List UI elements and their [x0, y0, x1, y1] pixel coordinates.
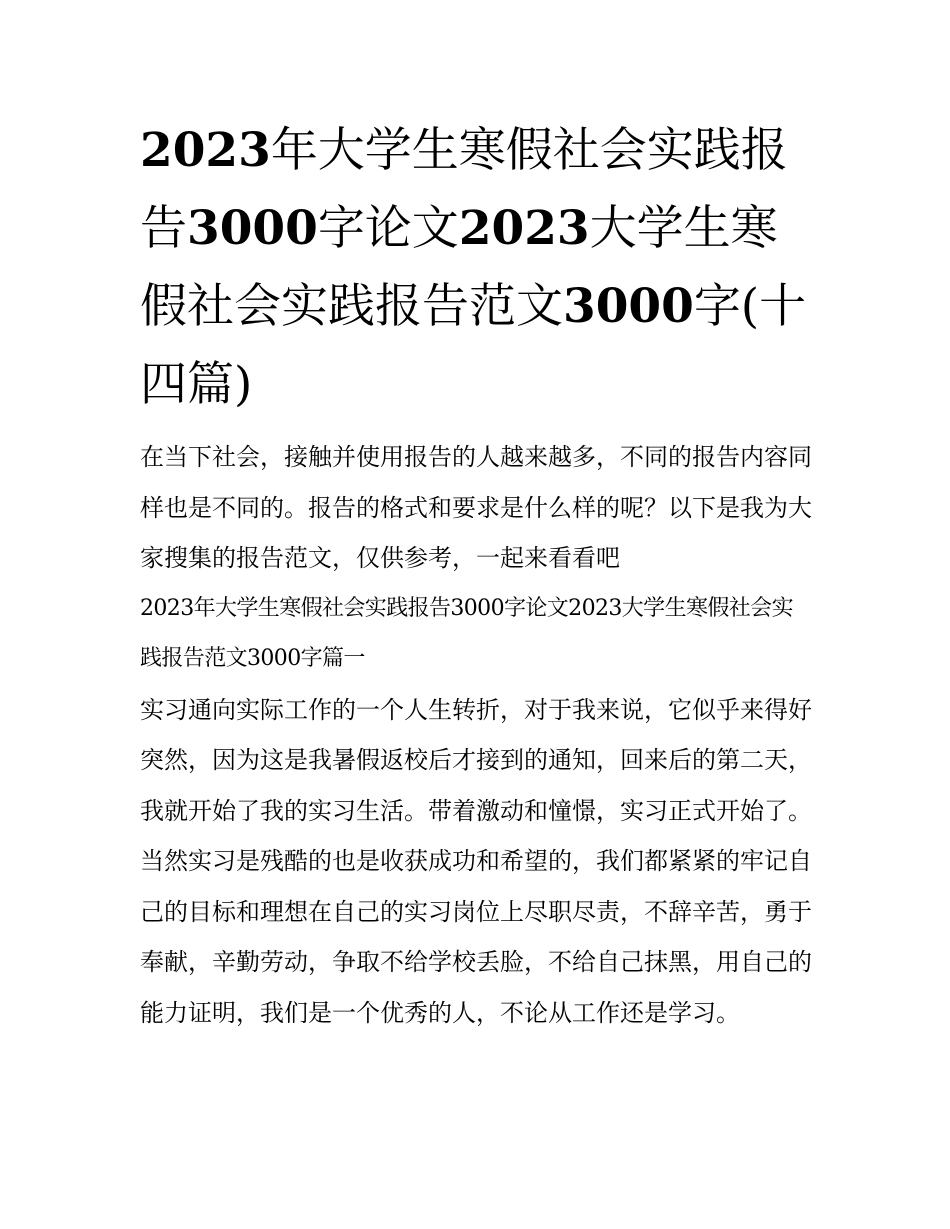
document-page: [140, 112, 812, 1038]
intro-paragraph: 在当下社会，接触并使用报告的人越来越多，不同的报告内容同样也是不同的。报告的格式和要求是什么样的呢？以下是我为大家搜集的报告范文，仅供参考，一起来看看吧: [140, 443, 812, 572]
body-paragraph: 实习通向实际工作的一个人生转折，对于我来说，它似乎来得好突然，因为这是我暑假返校后才接到的通知，回来后的第二天，我就开始了我的实习生活。带着激动和憧憬，实习正式开始了。当然实习是残酷的也是收获成功和希望的，我们都紧紧的牢记自己的目标和理想在自己的实习岗位上尽职尽责，不辞辛苦，勇于奉献，辛勤劳动，争取不给学校丢脸，不给自己抹黑，用自己的能力证明，我们是一个优秀的人，不论从工作还是学习。: [140, 695, 812, 1027]
section-heading: 2023年大学生寒假社会实践报告3000字论文2023大学生寒假社会实践报告范文3000字篇一: [140, 595, 793, 671]
document-title: 2023年大学生寒假社会实践报告3000字论文2023大学生寒假社会实践报告范文3000字(十四篇): [140, 123, 807, 412]
